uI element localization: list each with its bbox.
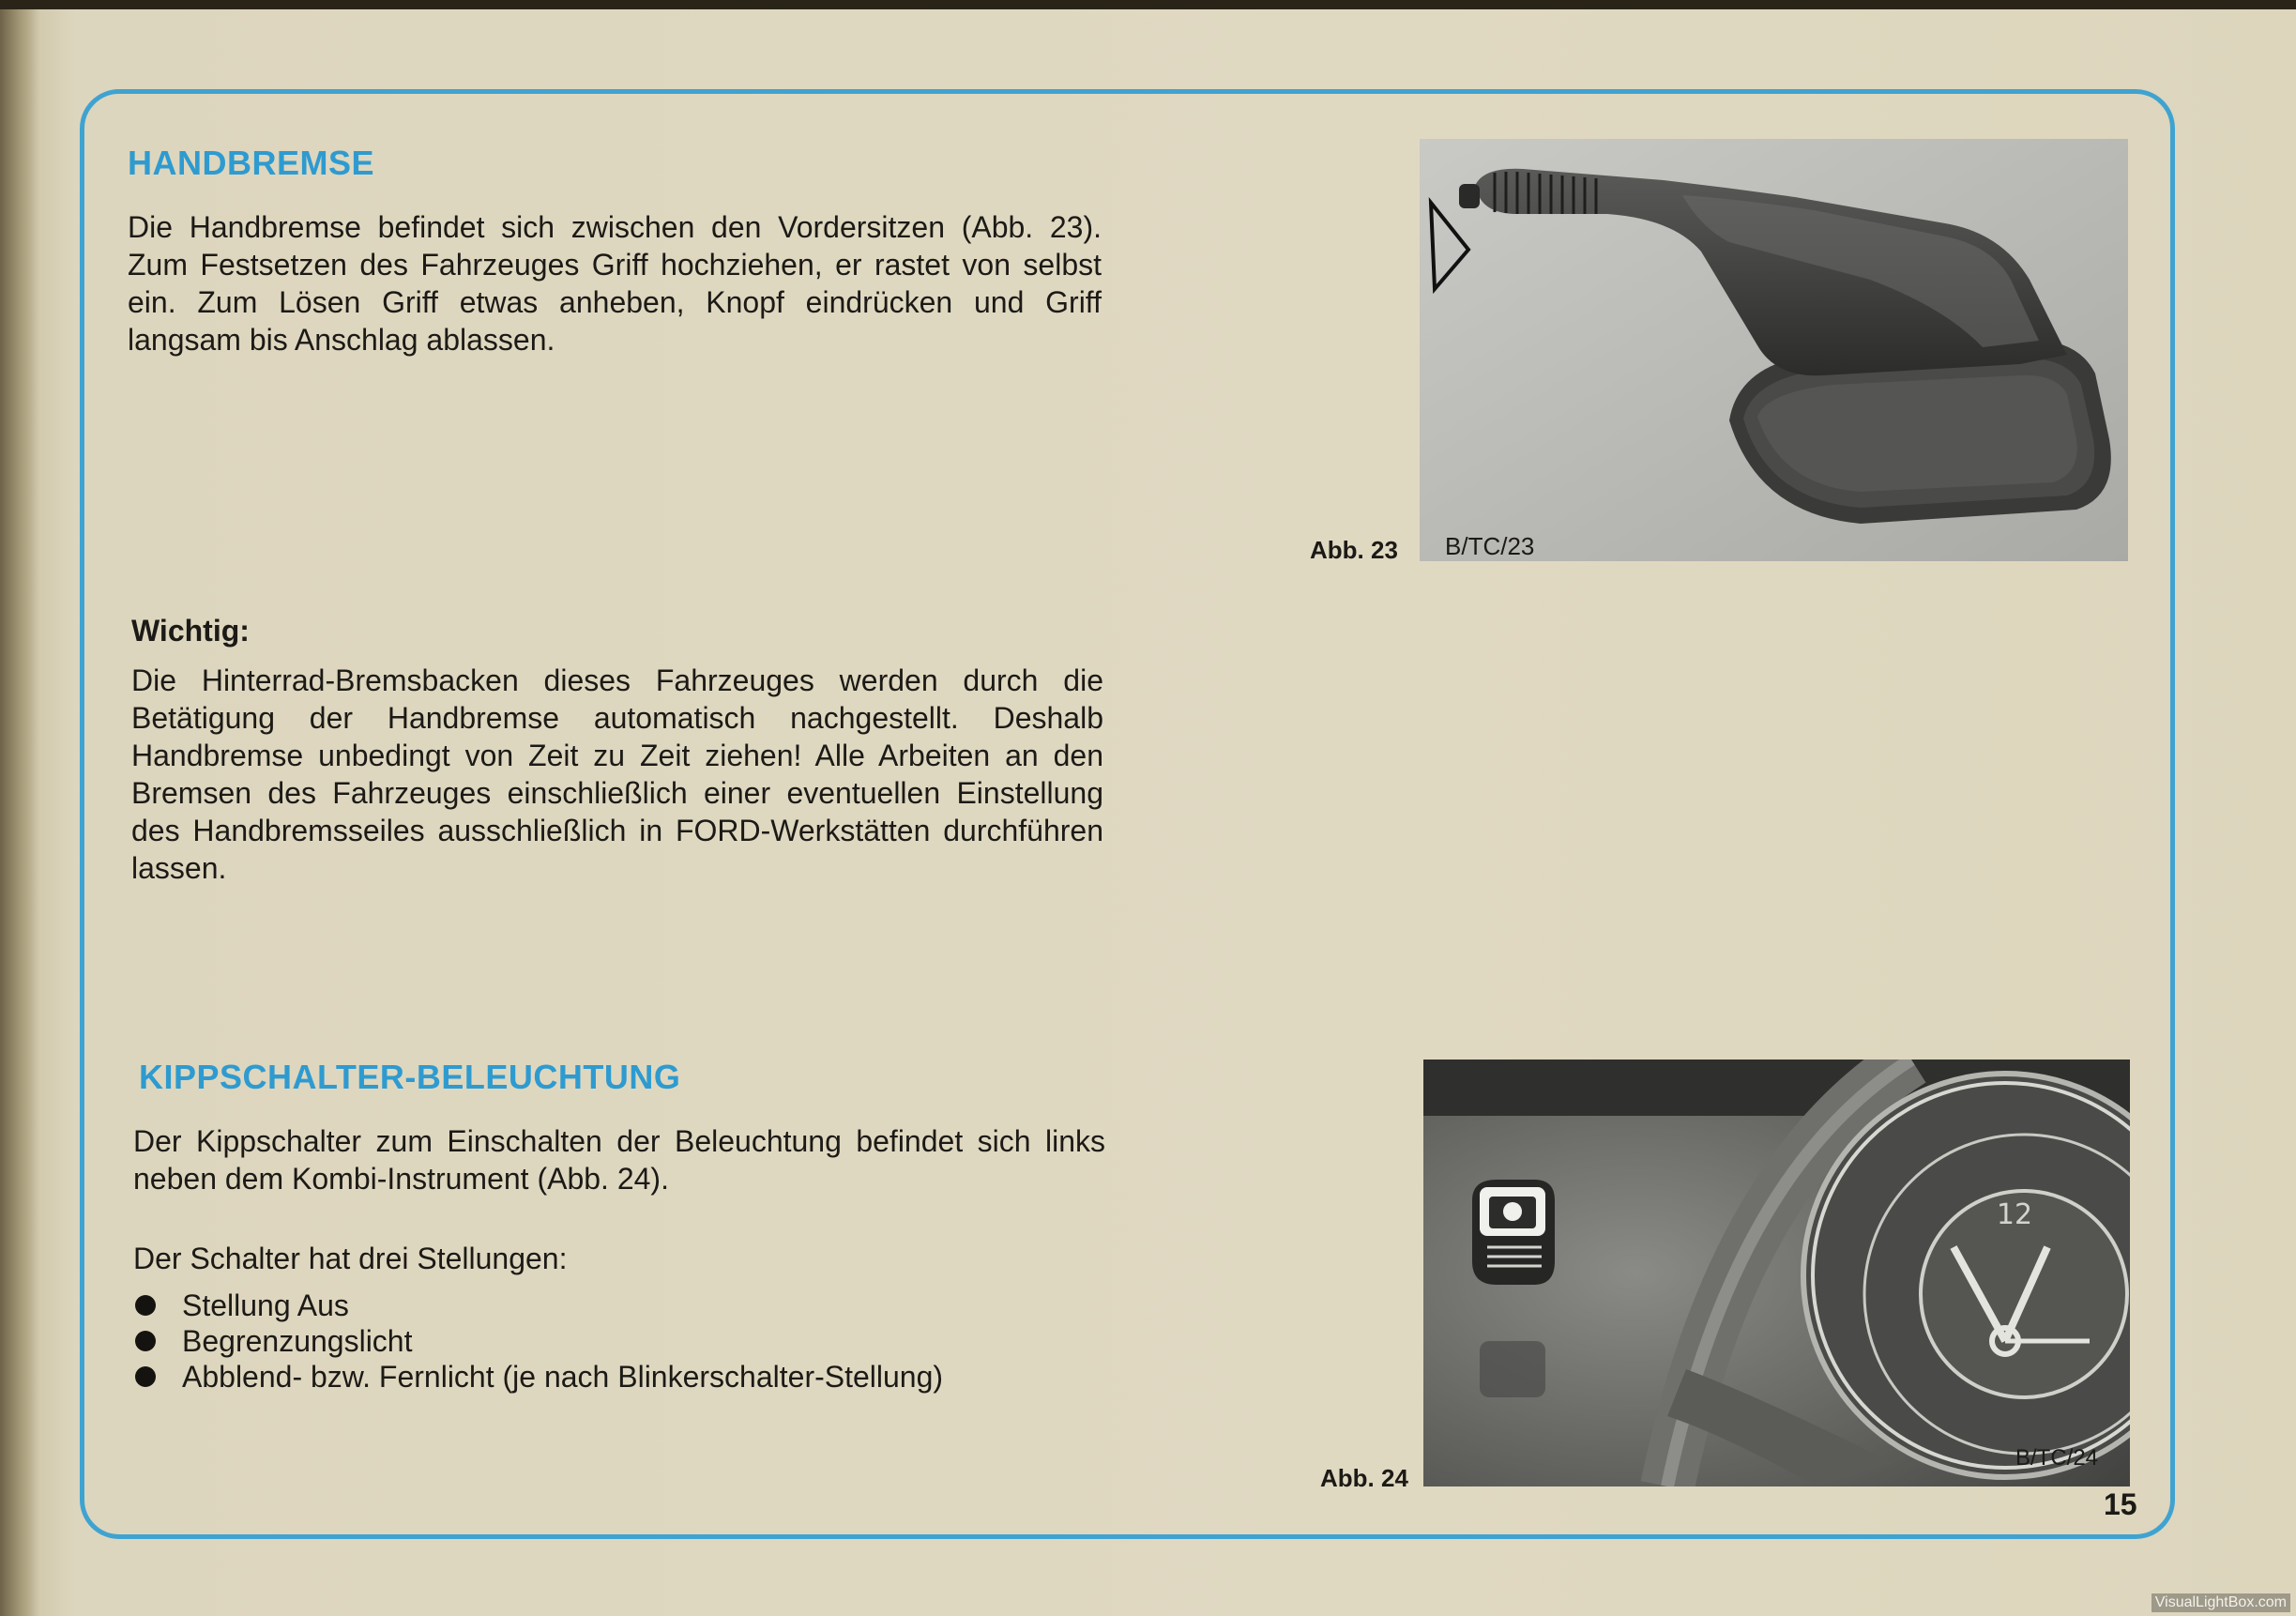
clock-numeral: 12 xyxy=(1996,1198,2033,1231)
bullet-icon xyxy=(135,1366,156,1387)
bullet-icon xyxy=(135,1331,156,1351)
list-item xyxy=(135,1288,943,1323)
figure-24-photo xyxy=(1423,1060,2130,1486)
watermark: VisualLightBox.com xyxy=(2152,1593,2290,1612)
list-item xyxy=(135,1323,943,1359)
list-item xyxy=(135,1359,943,1395)
section-heading-kippschalter: KIPPSCHALTER-BELEUCHTUNG xyxy=(139,1058,681,1096)
figure-24-code: B/TC/24 xyxy=(2015,1445,2099,1471)
page-number: 15 xyxy=(2104,1487,2137,1521)
list-intro: Der Schalter hat drei Stellungen: xyxy=(133,1242,568,1275)
top-edge xyxy=(0,0,2296,9)
handbrake-lever-illustration xyxy=(1420,139,2128,561)
figure-23-photo xyxy=(1420,139,2128,561)
figure-23-code: B/TC/23 xyxy=(1445,532,1535,560)
kippschalter-paragraph: Der Kippschalter zum Einschalten der Beleuchtung befindet sich links neben dem Kombi-Instrument (Abb. 24). xyxy=(133,1124,1105,1196)
list-item-label: Stellung Aus xyxy=(182,1288,349,1322)
list-item-label: Abblend- bzw. Fernlicht (je nach Blinkerschalter-Stellung) xyxy=(182,1359,944,1394)
section-heading-handbremse: HANDBREMSE xyxy=(128,144,375,182)
switch-positions-list xyxy=(135,1288,943,1395)
book-spine-shadow xyxy=(0,0,39,1616)
figure-24-label: Abb. 24 xyxy=(1320,1464,1408,1492)
bullet-icon xyxy=(135,1295,156,1316)
note-heading: Wichtig: xyxy=(131,614,250,648)
figure-23-label: Abb. 23 xyxy=(1310,536,1398,564)
light-switch-illustration xyxy=(1423,1060,2130,1486)
list-item-label: Begrenzungslicht xyxy=(182,1323,413,1358)
handbremse-paragraph: Die Handbremse befindet sich zwischen den Vordersitzen (Abb. 23). Zum Festsetzen des Fahrzeuges Griff hochziehen, er rastet von selbst ein. Zum Lösen Griff etwas anheben, Knopf eindrücken und Griff langsam bis Anschlag ablassen. xyxy=(128,210,1102,357)
note-paragraph: Die Hinterrad-Bremsbacken dieses Fahrzeuges werden durch die Betätigung der Handbremse automatisch nachgestellt. Deshalb Handbremse unbedingt von Zeit zu Zeit ziehen! Alle Arbeiten an den Bremsen des Fahrzeuges einschließlich einer eventuellen Einstellung des Handbremsseiles ausschließlich in FORD-Werkstätten durchführen lassen. xyxy=(131,663,1103,885)
